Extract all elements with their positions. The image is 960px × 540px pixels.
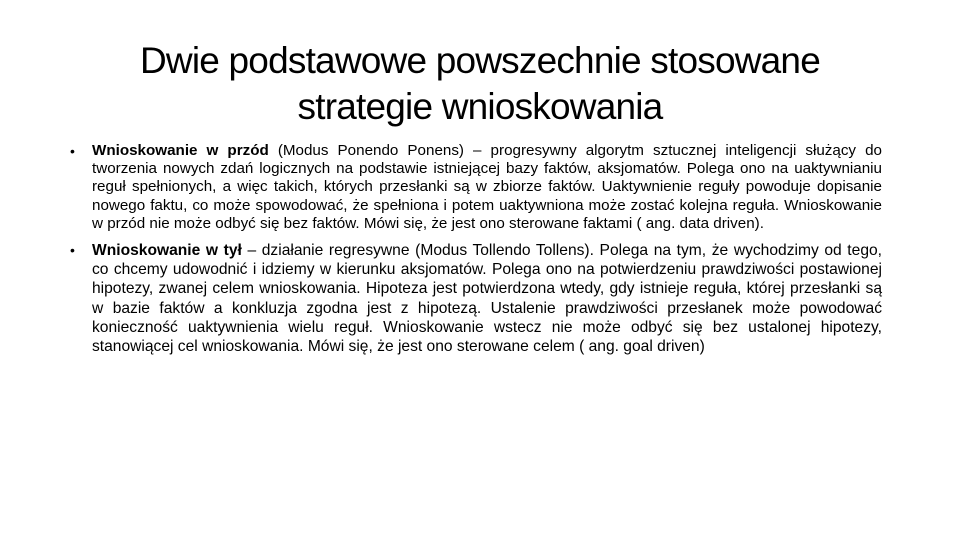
slide-title-line-1: Dwie podstawowe powszechnie stosowane (140, 40, 820, 81)
bullet-lead-bold: Wnioskowanie w przód (92, 142, 269, 159)
slide-title-line-2: strategie wnioskowania (297, 86, 663, 127)
bullet-list (68, 142, 882, 356)
bullet-forward-chaining (68, 142, 882, 233)
bullet-marker: • (70, 143, 75, 159)
bullet-marker: • (70, 242, 75, 259)
bullet-lead-bold: Wnioskowanie w tył (92, 242, 242, 260)
bullet-text: (Modus Ponendo Ponens) – progresywny algorytm sztucznej inteligencji służący do tworzenia nowych zdań logicznych na podstawie istniejącej bazy faktów, aksjomatów. Polega ono na uaktywnianiu reguł spełnionych, a więc takich, których przesłanki są w zbiorze faktów. Uaktywnienie reguły powoduje dopisanie nowego faktu, co może spowodować, że spełniona i potem uaktywniona może zostać kolejna reguła. Wnioskowanie w przód nie może odbyć się bez faktów. Mówi się, że jest ono sterowane faktami ( ang. data driven). (92, 142, 882, 232)
bullet-backward-chaining (68, 241, 882, 356)
bullet-text: – działanie regresywne (Modus Tollendo Tollens). Polega na tym, że wychodzimy od tego, co chcemy udowodnić i idziemy w kierunku aksjomatów. Polega ono na potwierdzeniu prawdziwości postawionej hipotezy, zwanej celem wnioskowania. Hipoteza jest potwierdzona wtedy, gdy istnieje reguła, której przesłanki są w bazie faktów a konkluzja zgodna jest z hipotezą. Ustalenie prawdziwości przesłanek może powodować konieczność uaktywnienia wielu reguł. Wnioskowanie wstecz nie może odbyć się bez ustalonej hipotezy, stanowiącej cel wnioskowania. Mówi się, że jest ono sterowane celem ( ang. goal driven) (92, 242, 882, 356)
slide-title (80, 38, 880, 130)
